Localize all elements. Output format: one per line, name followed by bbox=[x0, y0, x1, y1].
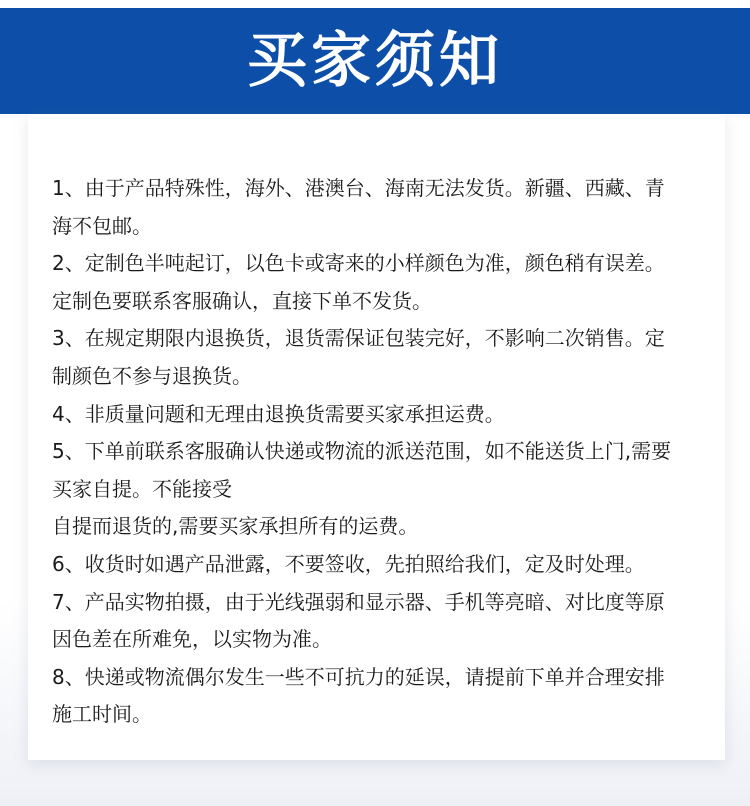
top-strip bbox=[0, 0, 750, 8]
notice-line: 6、收货时如遇产品泄露，不要签收，先拍照给我们，定及时处理。 bbox=[52, 551, 645, 576]
notice-line: 2、定制色半吨起订，以色卡或寄来的小样颜色为准，颜色稍有误差。 bbox=[52, 251, 665, 276]
notice-line: 1、由于产品特殊性，海外、港澳台、海南无法发货。新疆、西藏、青 bbox=[52, 176, 665, 200]
notice-line: 施工时间。 bbox=[52, 702, 152, 727]
notice-line: 因色差在所难免，以实物为准。 bbox=[52, 627, 332, 652]
notice-line: 7、产品实物拍摄，由于光线强弱和显示器、手机等亮暗、对比度等原 bbox=[52, 589, 665, 614]
header-banner bbox=[0, 8, 750, 114]
notice-line: 3、在规定期限内退换货，退货需保证包装完好，不影响二次销售。定 bbox=[52, 326, 665, 351]
notice-line: 自提而退货的,需要买家承担所有的运费。 bbox=[52, 514, 419, 539]
notice-line: 5、下单前联系客服确认快递或物流的派送范围，如不能送货上门,需要 bbox=[52, 439, 672, 464]
notice-line: 4、非质量问题和无理由退换货需要买家承担运费。 bbox=[52, 401, 505, 426]
notice-line: 定制色要联系客服确认，直接下单不发货。 bbox=[52, 288, 432, 313]
notice-line: 制颜色不参与退换货。 bbox=[52, 363, 252, 388]
notice-line: 买家自提。不能接受 bbox=[52, 476, 232, 501]
notice-line: 海不包邮。 bbox=[52, 213, 152, 238]
notice-list bbox=[52, 170, 724, 734]
notice-line: 8、快递或物流偶尔发生一些不可抗力的延误，请提前下单并合理安排 bbox=[52, 664, 665, 689]
page-title: 买家须知 bbox=[247, 26, 503, 96]
